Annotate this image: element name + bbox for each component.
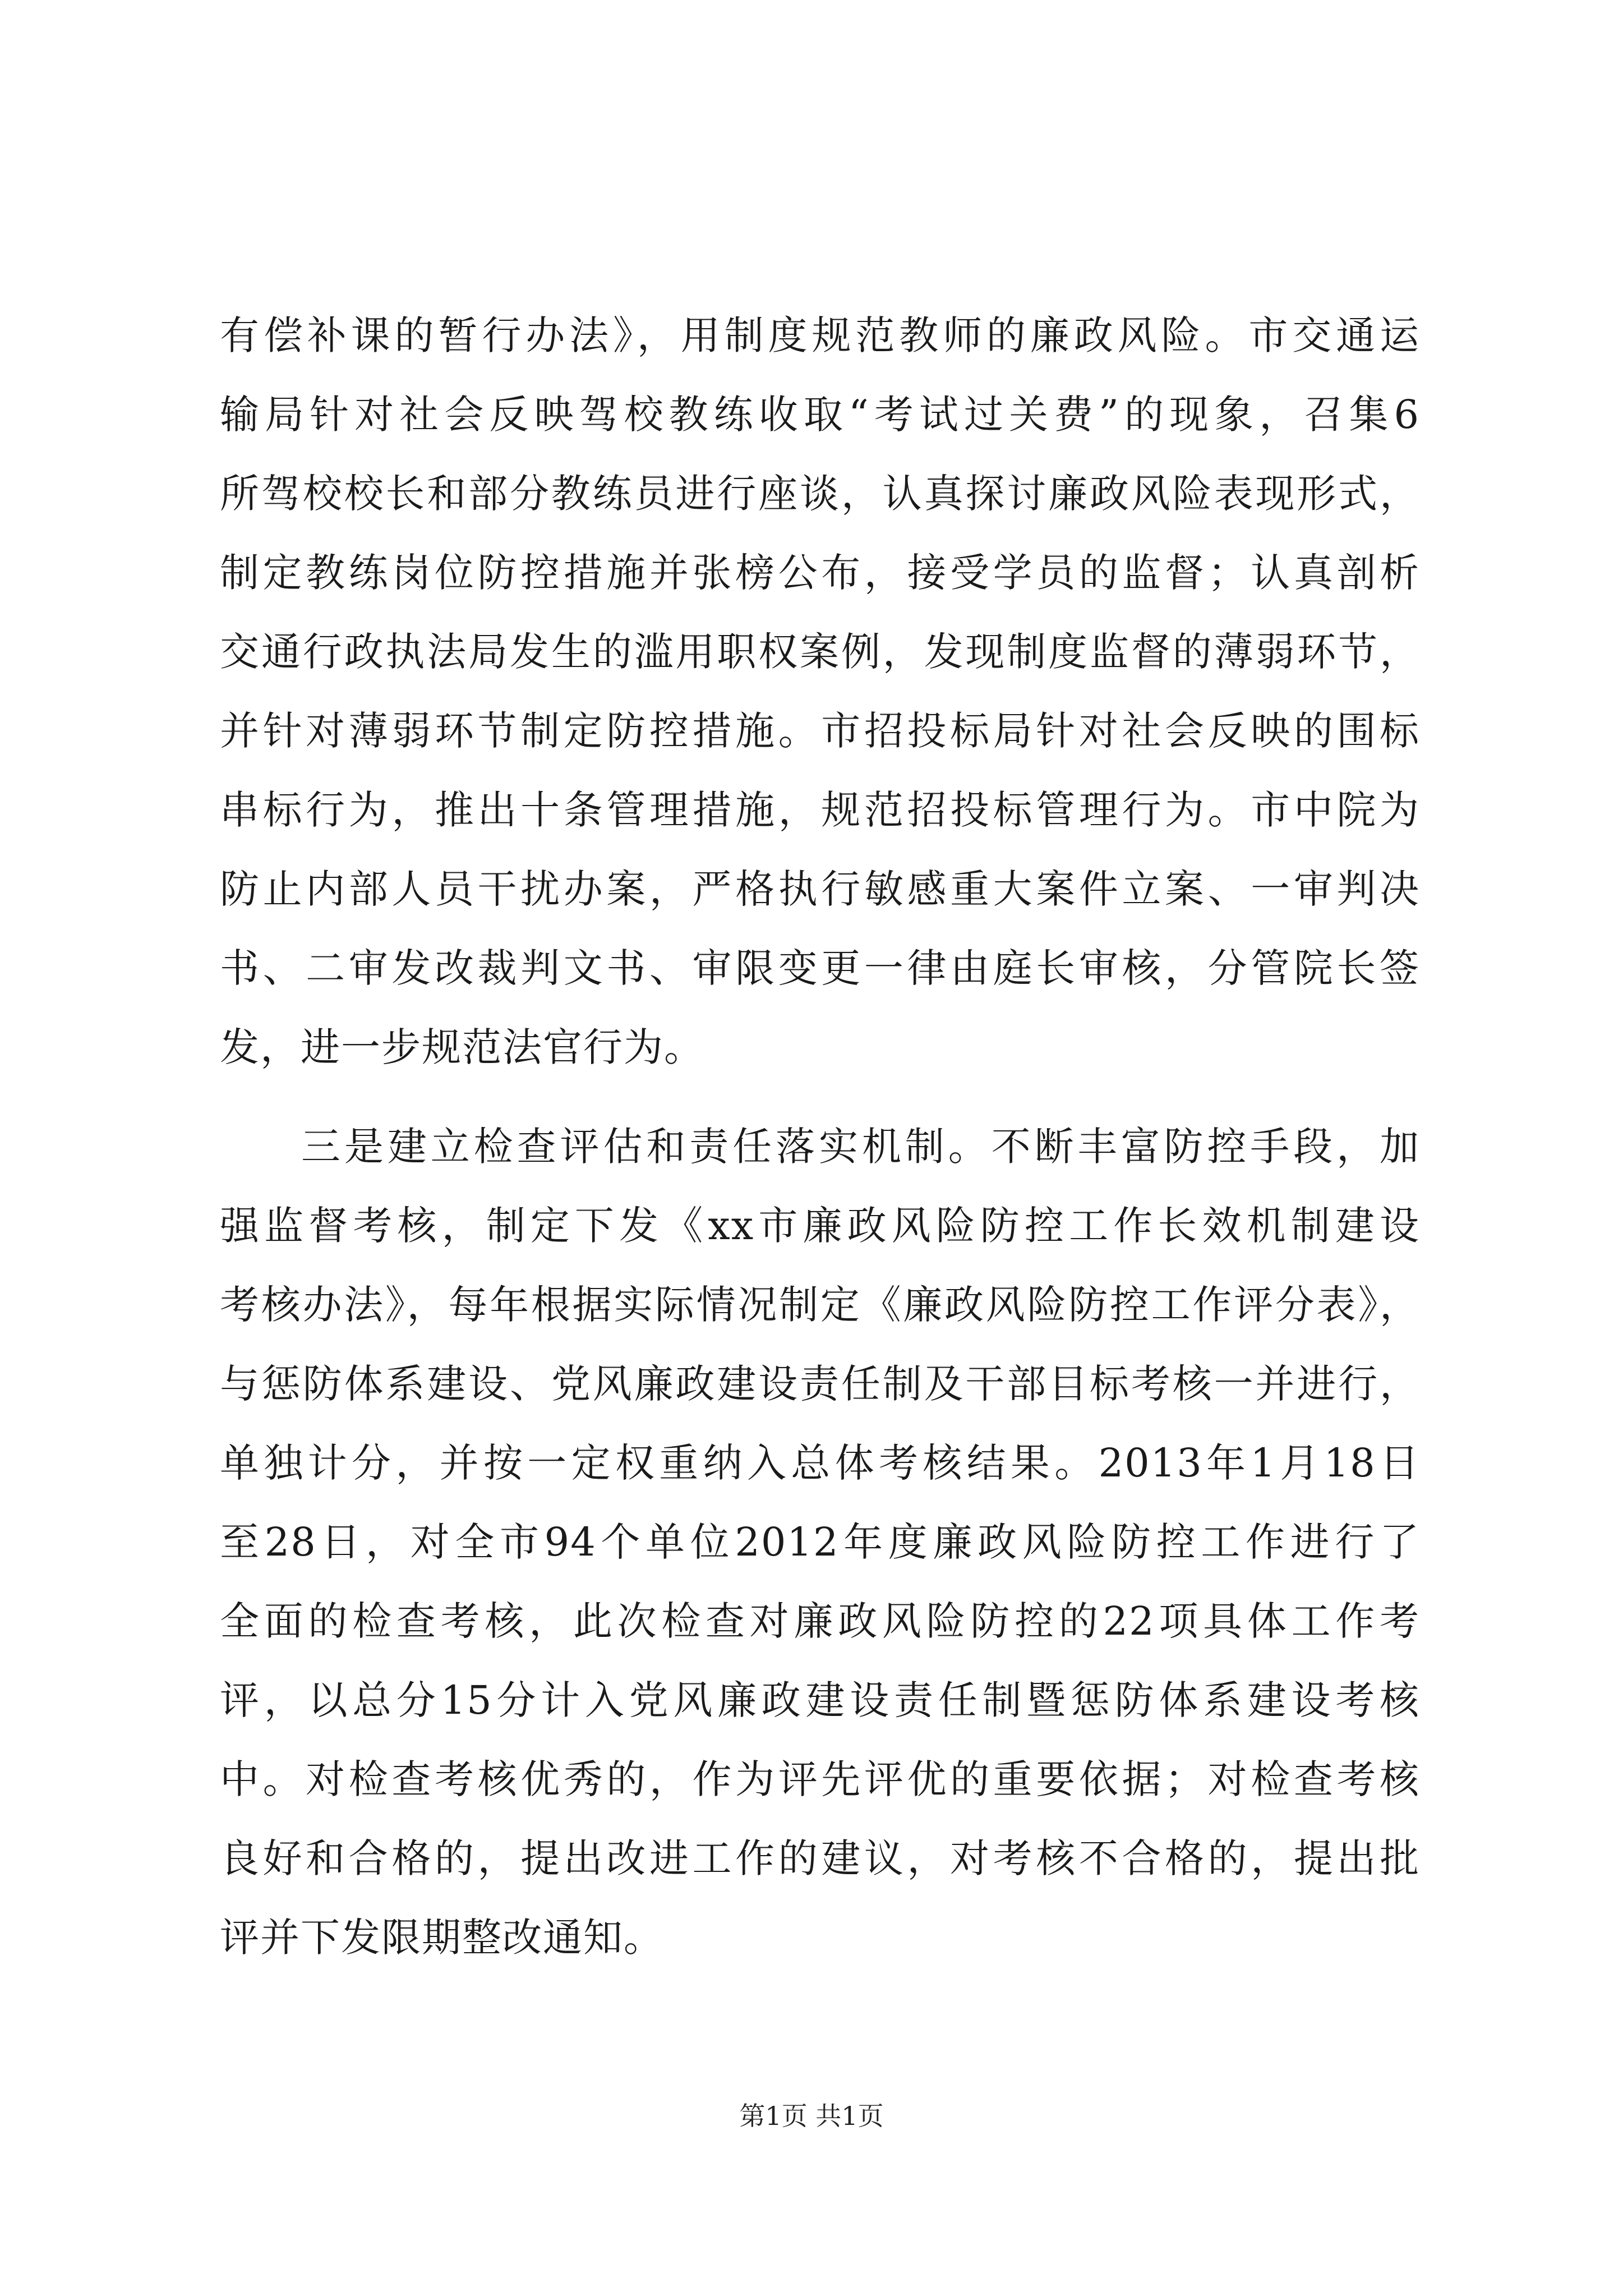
text-line: 评，以总分15分计入党风廉政建设责任制暨惩防体系建设考核 bbox=[220, 1677, 1420, 1723]
text-line: 防止内部人员干扰办案，严格执行敏感重大案件立案、一审判决 bbox=[220, 866, 1420, 912]
text-line: 强监督考核，制定下发《xx市廉政风险防控工作长效机制建设 bbox=[220, 1203, 1420, 1249]
text-line: 至28日，对全市94个单位2012年度廉政风险防控工作进行了 bbox=[220, 1519, 1420, 1565]
page-number-footer: 第1页 共1页 bbox=[739, 2101, 884, 2131]
text-line: 考核办法》，每年根据实际情况制定《廉政风险防控工作评分表》， bbox=[220, 1282, 1420, 1328]
text-line: 中。对检查考核优秀的，作为评先评优的重要依据；对检查考核 bbox=[220, 1756, 1420, 1802]
text-line: 输局针对社会反映驾校教练收取“考试过关费”的现象，召集6 bbox=[220, 392, 1420, 438]
text-line: 发，进一步规范法官行为。 bbox=[220, 1024, 704, 1070]
text-line: 良好和合格的，提出改进工作的建议，对考核不合格的，提出批 bbox=[220, 1835, 1420, 1881]
text-line: 书、二审发改裁判文书、审限变更一律由庭长审核，分管院长签 bbox=[220, 945, 1420, 991]
text-line: 与惩防体系建设、党风廉政建设责任制及干部目标考核一并进行， bbox=[220, 1361, 1420, 1407]
paragraph-2 bbox=[220, 1107, 1420, 1977]
paragraph-1 bbox=[220, 296, 1420, 1087]
text-line: 三是建立检查评估和责任落实机制。不断丰富防控手段，加 bbox=[301, 1124, 1420, 1170]
text-line: 串标行为，推出十条管理措施，规范招投标管理行为。市中院为 bbox=[220, 787, 1420, 833]
text-line: 评并下发限期整改通知。 bbox=[220, 1915, 664, 1961]
text-line: 制定教练岗位防控措施并张榜公布，接受学员的监督；认真剖析 bbox=[220, 550, 1420, 596]
paragraph-spacer bbox=[220, 1087, 1420, 1107]
text-line: 并针对薄弱环节制定防控措施。市招投标局针对社会反映的围标 bbox=[220, 708, 1420, 754]
text-line: 单独计分，并按一定权重纳入总体考核结果。2013年1月18日 bbox=[220, 1440, 1420, 1486]
text-line: 全面的检查考核，此次检查对廉政风险防控的22项具体工作考 bbox=[220, 1598, 1420, 1644]
document-body bbox=[220, 296, 1420, 1977]
text-line: 所驾校校长和部分教练员进行座谈，认真探讨廉政风险表现形式， bbox=[220, 471, 1420, 517]
text-line: 有偿补课的暂行办法》，用制度规范教师的廉政风险。市交通运 bbox=[220, 312, 1420, 358]
text-line: 交通行政执法局发生的滥用职权案例，发现制度监督的薄弱环节， bbox=[220, 629, 1420, 675]
